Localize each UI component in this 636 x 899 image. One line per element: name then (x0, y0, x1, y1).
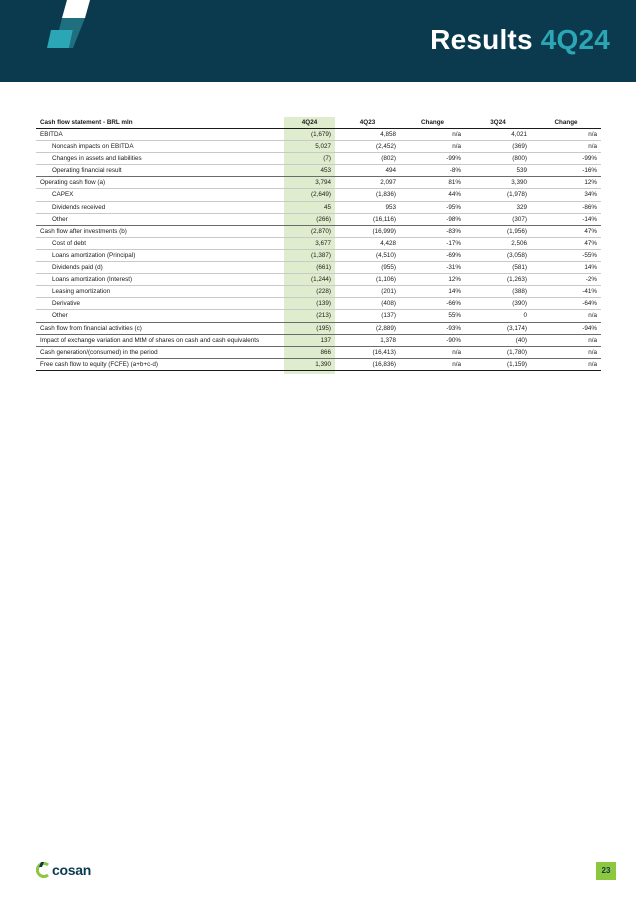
table-cell: (802) (335, 153, 400, 165)
table-cell: -86% (531, 201, 601, 213)
row-label: Derivative (36, 298, 284, 310)
title-accent: 4Q24 (540, 24, 610, 55)
row-label: Free cash flow to equity (FCFE) (a+b+c-d) (36, 358, 284, 370)
table-cell: (139) (284, 298, 335, 310)
table-cell: 2,506 (465, 237, 531, 249)
column-header: 3Q24 (465, 117, 531, 129)
table-cell: n/a (531, 334, 601, 346)
table-cell: n/a (531, 141, 601, 153)
table-cell: -8% (400, 165, 465, 177)
table-cell: (228) (284, 286, 335, 298)
row-label: Operating cash flow (a) (36, 177, 284, 189)
table-cell: (266) (284, 213, 335, 225)
footer-logo (36, 862, 91, 878)
table-cell: 1,378 (335, 334, 400, 346)
table-cell: (1,244) (284, 274, 335, 286)
row-label: Loans amortization (Interest) (36, 274, 284, 286)
row-label: Other (36, 213, 284, 225)
table-row (36, 129, 601, 141)
row-label: CAPEX (36, 189, 284, 201)
page-number: 23 (596, 862, 616, 880)
table-cell: -99% (531, 153, 601, 165)
row-label: EBITDA (36, 129, 284, 141)
table-cell: (2,649) (284, 189, 335, 201)
table-row (36, 274, 601, 286)
table-cell: -93% (400, 322, 465, 334)
table-body (36, 129, 601, 371)
table-cell: 494 (335, 165, 400, 177)
table-row (36, 334, 601, 346)
row-label: Cost of debt (36, 237, 284, 249)
table-cell: -17% (400, 237, 465, 249)
cash-flow-table (36, 117, 601, 371)
table-cell: -99% (400, 153, 465, 165)
page-title (430, 24, 610, 56)
table-row (36, 322, 601, 334)
table-cell: -41% (531, 286, 601, 298)
table-cell: 453 (284, 165, 335, 177)
row-label: Impact of exchange variation and MtM of shares on cash and cash equivalents (36, 334, 284, 346)
table-cell: (2,870) (284, 225, 335, 237)
table-cell: (388) (465, 286, 531, 298)
table-row (36, 201, 601, 213)
table-row (36, 177, 601, 189)
row-label: Noncash impacts on EBITDA (36, 141, 284, 153)
page-header (0, 0, 636, 82)
cash-flow-table-container (36, 117, 601, 371)
table-cell: (307) (465, 213, 531, 225)
table-cell: n/a (400, 346, 465, 358)
table-cell: 44% (400, 189, 465, 201)
table-cell: 47% (531, 237, 601, 249)
row-label: Leasing amortization (36, 286, 284, 298)
table-row (36, 141, 601, 153)
table-cell: 3,794 (284, 177, 335, 189)
table-row (36, 346, 601, 358)
table-row (36, 153, 601, 165)
table-cell: -16% (531, 165, 601, 177)
table-cell: -66% (400, 298, 465, 310)
table-cell: (1,106) (335, 274, 400, 286)
table-cell: (16,116) (335, 213, 400, 225)
table-row (36, 262, 601, 274)
table-cell: 4,858 (335, 129, 400, 141)
table-row (36, 286, 601, 298)
table-cell: 4,428 (335, 237, 400, 249)
cosan-mark-icon (45, 0, 105, 58)
table-cell: (7) (284, 153, 335, 165)
table-cell: 12% (531, 177, 601, 189)
table-cell: 14% (400, 286, 465, 298)
table-cell: (1,159) (465, 358, 531, 370)
table-cell: (137) (335, 310, 400, 322)
table-header-row (36, 117, 601, 129)
table-cell: (1,978) (465, 189, 531, 201)
table-cell: (3,058) (465, 249, 531, 261)
row-label: Operating financial result (36, 165, 284, 177)
column-header: Change (400, 117, 465, 129)
table-row (36, 298, 601, 310)
table-cell: -55% (531, 249, 601, 261)
table-row (36, 249, 601, 261)
table-cell: 34% (531, 189, 601, 201)
table-cell: (1,836) (335, 189, 400, 201)
row-label: Loans amortization (Principal) (36, 249, 284, 261)
table-cell: 3,677 (284, 237, 335, 249)
table-cell: 3,390 (465, 177, 531, 189)
table-cell: 1,390 (284, 358, 335, 370)
table-cell: 137 (284, 334, 335, 346)
column-header: 4Q24 (284, 117, 335, 129)
table-cell: (1,263) (465, 274, 531, 286)
column-header-label: Cash flow statement - BRL mln (36, 117, 284, 129)
table-cell: n/a (531, 358, 601, 370)
table-cell: 329 (465, 201, 531, 213)
table-cell: (201) (335, 286, 400, 298)
table-cell: -83% (400, 225, 465, 237)
table-row (36, 165, 601, 177)
table-cell: 12% (400, 274, 465, 286)
table-cell: (2,452) (335, 141, 400, 153)
table-cell: 47% (531, 225, 601, 237)
table-cell: 5,027 (284, 141, 335, 153)
table-row (36, 225, 601, 237)
cosan-c-icon (36, 862, 50, 878)
table-cell: (40) (465, 334, 531, 346)
table-cell: 4,021 (465, 129, 531, 141)
table-cell: (581) (465, 262, 531, 274)
row-label: Cash flow after investments (b) (36, 225, 284, 237)
table-cell: 81% (400, 177, 465, 189)
table-cell: -2% (531, 274, 601, 286)
table-row (36, 189, 601, 201)
table-cell: n/a (400, 129, 465, 141)
table-cell: (390) (465, 298, 531, 310)
table-cell: n/a (531, 310, 601, 322)
row-label: Dividends paid (d) (36, 262, 284, 274)
table-cell: 55% (400, 310, 465, 322)
table-cell: 45 (284, 201, 335, 213)
table-row (36, 310, 601, 322)
table-cell: 866 (284, 346, 335, 358)
row-label: Cash generation/(consumed) in the period (36, 346, 284, 358)
table-cell: (1,679) (284, 129, 335, 141)
table-cell: n/a (531, 346, 601, 358)
table-cell: -69% (400, 249, 465, 261)
table-cell: -90% (400, 334, 465, 346)
table-cell: -95% (400, 201, 465, 213)
table-cell: -14% (531, 213, 601, 225)
table-cell: (195) (284, 322, 335, 334)
brand-name: cosan (52, 862, 91, 878)
table-cell: (1,956) (465, 225, 531, 237)
table-cell: (16,836) (335, 358, 400, 370)
table-cell: (369) (465, 141, 531, 153)
table-cell: n/a (400, 358, 465, 370)
table-cell: 953 (335, 201, 400, 213)
table-cell: (3,174) (465, 322, 531, 334)
table-cell: (955) (335, 262, 400, 274)
table-cell: (408) (335, 298, 400, 310)
row-label: Cash flow from financial activities (c) (36, 322, 284, 334)
table-cell: -98% (400, 213, 465, 225)
table-cell: (16,999) (335, 225, 400, 237)
table-cell: (661) (284, 262, 335, 274)
table-cell: (213) (284, 310, 335, 322)
table-cell: 0 (465, 310, 531, 322)
table-cell: n/a (400, 141, 465, 153)
table-cell: n/a (531, 129, 601, 141)
column-header: Change (531, 117, 601, 129)
table-cell: 14% (531, 262, 601, 274)
table-cell: -94% (531, 322, 601, 334)
table-cell: (2,889) (335, 322, 400, 334)
table-cell: (4,510) (335, 249, 400, 261)
row-label: Other (36, 310, 284, 322)
table-row (36, 213, 601, 225)
table-cell: -64% (531, 298, 601, 310)
column-header: 4Q23 (335, 117, 400, 129)
table-cell: (800) (465, 153, 531, 165)
table-row (36, 358, 601, 370)
table-cell: -31% (400, 262, 465, 274)
table-cell: 2,097 (335, 177, 400, 189)
title-text: Results (430, 24, 533, 55)
table-cell: (1,387) (284, 249, 335, 261)
table-cell: (16,413) (335, 346, 400, 358)
table-cell: 539 (465, 165, 531, 177)
row-label: Dividends received (36, 201, 284, 213)
table-cell: (1,780) (465, 346, 531, 358)
table-row (36, 237, 601, 249)
row-label: Changes in assets and liabilities (36, 153, 284, 165)
